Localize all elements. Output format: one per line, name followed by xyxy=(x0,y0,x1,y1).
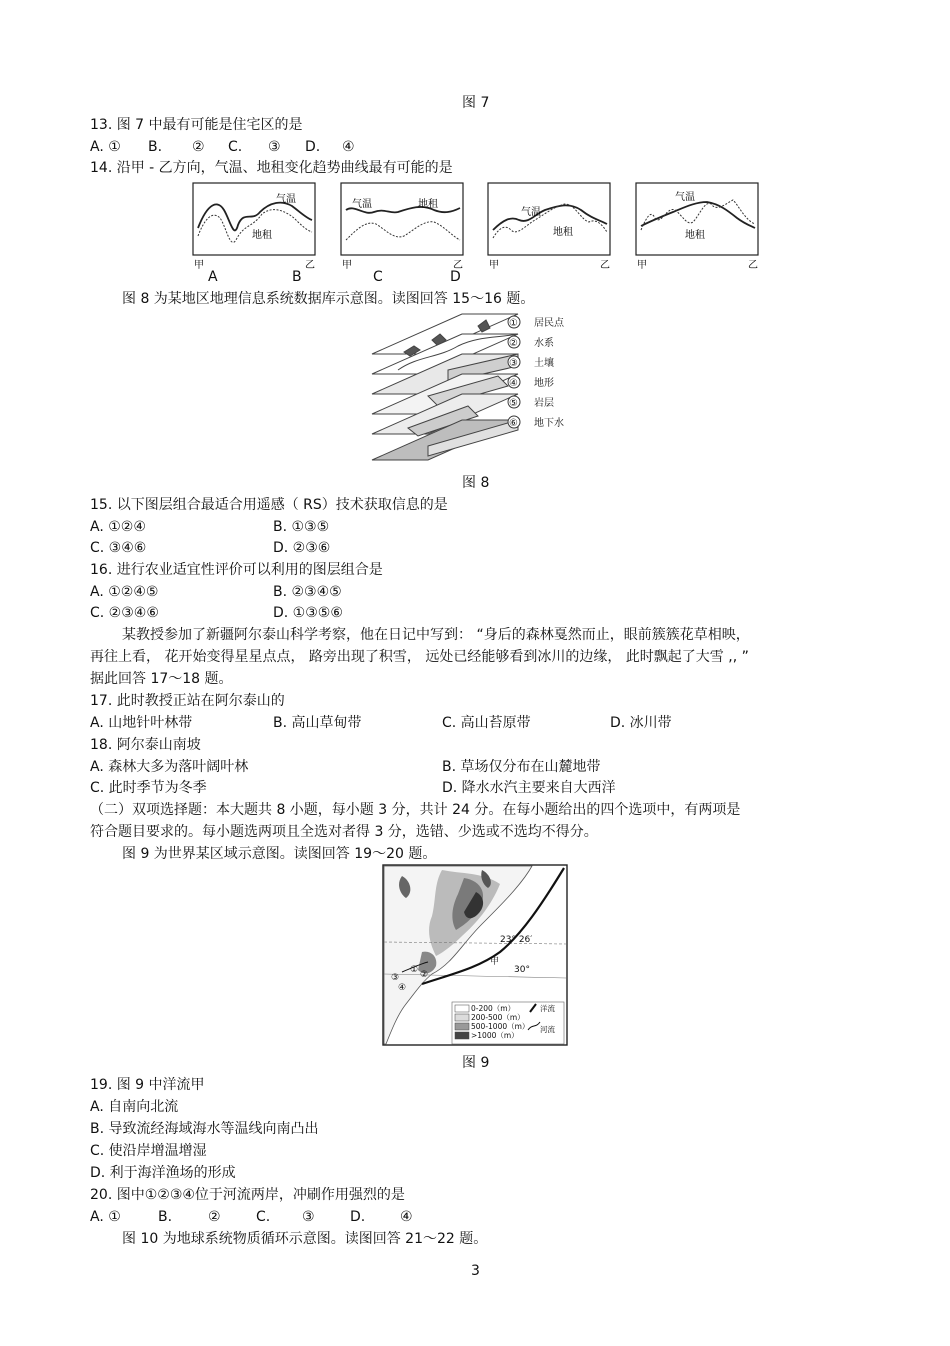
q16-option-d: D. ①③⑤⑥ xyxy=(273,605,343,621)
q15-option-b: B. ①③⑤ xyxy=(273,519,330,535)
q14-panel-b-right-label: 乙 xyxy=(453,260,463,271)
q15-option-d: D. ②③⑥ xyxy=(273,540,331,556)
q18-option-d: D. 降水水汽主要来自大西洋 xyxy=(442,780,616,796)
q17-option-c: C. 高山苔原带 xyxy=(442,715,531,731)
q14-panel-a-left-label: 甲 xyxy=(194,260,204,271)
q19-option-a: A. 自南向北流 xyxy=(90,1099,179,1115)
q13-option-a: A. ① xyxy=(90,139,121,155)
q16-option-c: C. ②③④⑥ xyxy=(90,605,159,621)
q13-option-b-value: ② xyxy=(192,139,205,155)
fig9-lat2: 30° xyxy=(514,965,530,975)
q20-option-d-value: ④ xyxy=(400,1209,413,1225)
q14-panel-c-rent-label: 地租 xyxy=(553,227,573,238)
fig8-layer-6-num: ⑥ xyxy=(509,418,518,429)
fig9-point-2: ② xyxy=(420,970,429,980)
q19-stem: 19. 图 9 中洋流甲 xyxy=(90,1077,205,1093)
q17-option-b: B. 高山草甸带 xyxy=(273,715,362,731)
fig8-layer-3-num: ③ xyxy=(509,358,518,369)
fig8-layer-2-name: 水系 xyxy=(534,338,554,349)
q13-option-c-value: ③ xyxy=(268,139,281,155)
fig9-legend-river: 河流 xyxy=(540,1025,555,1034)
q14-panel-c-temp-label: 气温 xyxy=(521,207,541,218)
fig8-layer-1-name: 居民点 xyxy=(534,318,564,329)
q20-option-d-label: D. xyxy=(350,1209,366,1225)
svg-text:气温: 气温 xyxy=(352,199,372,210)
q14-panel-c-left-label: 甲 xyxy=(489,260,499,271)
q16-option-a: A. ①②④⑤ xyxy=(90,584,159,600)
passage-line-1: 某教授参加了新疆阿尔泰山科学考察，他在日记中写到： “身后的森林戛然而止，眼前簇簇花草相映， xyxy=(122,627,750,643)
q14-panel-a-temp-label: 气温 xyxy=(276,194,296,205)
q18-option-c: C. 此时季节为冬季 xyxy=(90,780,207,796)
q20-option-a: A. ① xyxy=(90,1209,121,1225)
q14-panel-a-rent-label: 地租 xyxy=(252,230,272,241)
fig9-caption: 图 9 xyxy=(462,1055,490,1071)
passage-line-2: 再往上看， 花开始变得星星点点， 路旁出现了积雪， 远处已经能够看到冰川的边缘， 此时飘起了大雪 ,, ” xyxy=(90,649,749,665)
fig8-caption: 图 8 xyxy=(462,475,490,491)
passage-line-3: 据此回答 17～18 题。 xyxy=(90,671,233,687)
fig8-layer-5-num: ⑤ xyxy=(509,398,518,409)
fig10-intro: 图 10 为地球系统物质循环示意图。读图回答 21～22 题。 xyxy=(122,1231,488,1247)
fig9-intro: 图 9 为世界某区域示意图。读图回答 19～20 题。 xyxy=(122,846,437,862)
q19-option-d: D. 利于海洋渔场的形成 xyxy=(90,1165,236,1181)
q15-stem: 15. 以下图层组合最适合用遥感（ RS）技术获取信息的是 xyxy=(90,497,448,513)
fig9-current-label: 甲 xyxy=(490,957,500,967)
fig7-caption: 图 7 xyxy=(462,95,490,111)
q16-stem: 16. 进行农业适宜性评价可以利用的图层组合是 xyxy=(90,562,383,578)
page-number: 3 xyxy=(471,1263,480,1279)
fig9-legend-2: 200-500（m） xyxy=(471,1013,525,1022)
q14-panel-d-temp-label: 气温 xyxy=(675,192,695,203)
section2-line-1: （二）双项选择题：本大题共 8 小题，每小题 3 分，共计 24 分。在每小题给出的四个选项中，有两项是 xyxy=(90,802,741,818)
svg-text:地租: 地租 xyxy=(418,199,438,210)
section2-line-2: 符合题目要求的。每小题选两项且全选对者得 3 分，选错、少选或不选均不得分。 xyxy=(90,824,598,840)
q14-panel-d-right-label: 乙 xyxy=(748,260,758,271)
q20-option-b-label: B. xyxy=(158,1209,173,1225)
q20-option-b-value: ② xyxy=(208,1209,221,1225)
q14-panel-c xyxy=(488,183,610,271)
q15-option-a: A. ①②④ xyxy=(90,519,146,535)
q18-option-a: A. 森林大多为落叶阔叶林 xyxy=(90,759,249,775)
q15-option-c: C. ③④⑥ xyxy=(90,540,147,556)
q14-panel-d-rent-label: 地租 xyxy=(685,230,705,241)
q14-label-d: D xyxy=(450,269,461,285)
q18-option-b: B. 草场仅分布在山麓地带 xyxy=(442,759,601,775)
fig9-point-4: ④ xyxy=(398,983,407,993)
fig8-layer-6-name: 地下水 xyxy=(534,418,564,429)
q14-panel-d-left-label: 甲 xyxy=(637,260,647,271)
fig8-layer-4-name: 地形 xyxy=(534,378,554,389)
q13-option-c-label: C. xyxy=(228,139,243,155)
q14-stem: 14. 沿甲 - 乙方向，气温、地租变化趋势曲线最有可能的是 xyxy=(90,160,453,176)
fig8-layer-2-num: ② xyxy=(509,338,518,349)
q14-panel-a-right-label: 乙 xyxy=(305,260,315,271)
svg-text:乙: 乙 xyxy=(600,260,610,271)
fig8-intro: 图 8 为某地区地理信息系统数据库示意图。读图回答 15～16 题。 xyxy=(122,291,535,307)
svg-text:甲: 甲 xyxy=(342,260,352,271)
q14-curves-figure xyxy=(190,180,765,285)
fig9-legend-1: 0-200（m） xyxy=(471,1004,516,1013)
q20-option-c-label: C. xyxy=(256,1209,271,1225)
fig9-legend xyxy=(452,1002,564,1044)
q14-label-b: B xyxy=(292,269,302,285)
q13-option-d-value: ④ xyxy=(342,139,355,155)
q19-option-c: C. 使沿岸增温增湿 xyxy=(90,1143,207,1159)
fig9-legend-3: 500-1000（m） xyxy=(471,1022,530,1031)
q14-label-c: C xyxy=(373,269,383,285)
q16-option-b: B. ②③④⑤ xyxy=(273,584,342,600)
q14-label-a: A xyxy=(208,269,218,285)
fig8-layer-4-num: ④ xyxy=(509,378,518,389)
region-map-figure xyxy=(382,864,568,1046)
gis-layers-figure xyxy=(368,310,598,470)
fig9-point-1: ① xyxy=(410,965,419,975)
q14-panel-a xyxy=(193,183,315,271)
q14-panel-b xyxy=(341,183,463,271)
q13-option-b-label: B. xyxy=(148,139,163,155)
q20-stem: 20. 图中①②③④位于河流两岸，冲刷作用强烈的是 xyxy=(90,1187,405,1203)
q14-panel-d xyxy=(636,183,758,271)
q20-option-c-value: ③ xyxy=(302,1209,315,1225)
q17-option-a: A. 山地针叶林带 xyxy=(90,715,193,731)
fig8-layer-3-name: 土壤 xyxy=(534,358,554,369)
fig9-lat1: 23° 26′ xyxy=(500,935,533,945)
q13-stem: 13. 图 7 中最有可能是住宅区的是 xyxy=(90,117,303,133)
fig8-layer-1-num: ① xyxy=(509,318,518,329)
fig9-legend-4: >1000（m） xyxy=(471,1031,519,1040)
q18-stem: 18. 阿尔泰山南坡 xyxy=(90,737,201,753)
fig8-layer-5-name: 岩层 xyxy=(534,398,554,409)
q17-option-d: D. 冰川带 xyxy=(610,715,672,731)
q13-option-d-label: D. xyxy=(305,139,321,155)
fig9-point-3: ③ xyxy=(391,973,400,983)
q19-option-b: B. 导致流经海域海水等温线向南凸出 xyxy=(90,1121,319,1137)
fig9-legend-ocean: 洋流 xyxy=(540,1004,555,1013)
q17-stem: 17. 此时教授正站在阿尔泰山的 xyxy=(90,693,285,709)
